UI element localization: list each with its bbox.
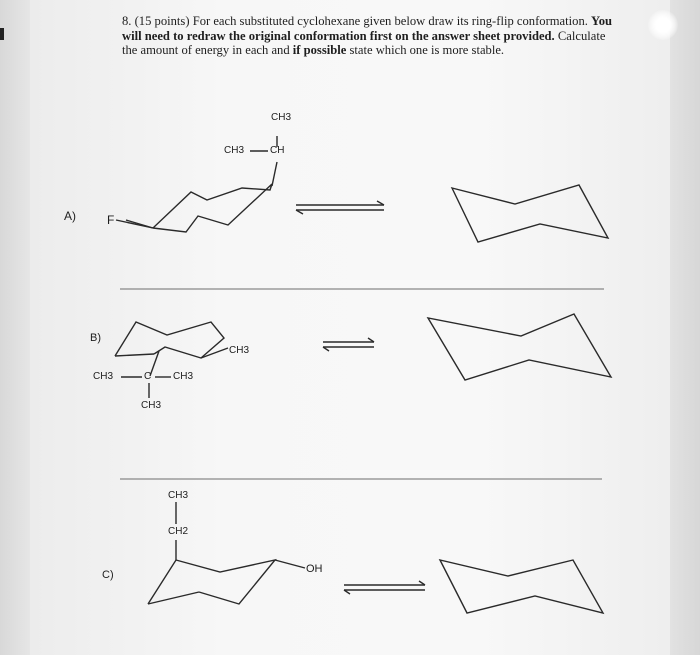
- question-stability-instruction: state which one is more stable.: [349, 43, 505, 57]
- part-b-chair: [115, 322, 224, 358]
- part-c-ch3: CH3: [168, 490, 189, 501]
- part-b-right-bond: [201, 348, 228, 358]
- part-b-ch3-bottom: CH3: [141, 400, 162, 411]
- question-bold-instruction: You will need to redraw the original conformation first on the answer sheet provided.: [122, 14, 613, 43]
- part-c-chair: [148, 560, 275, 604]
- question-instruction: For each substituted cyclohexane given below draw its ring-flip conformation.: [192, 14, 588, 28]
- part-a-ch3-top: CH3: [271, 112, 292, 123]
- part-c-oh: OH: [306, 563, 323, 575]
- question-if-possible: if possible: [292, 43, 347, 57]
- part-b-ch3-right-2: CH3: [173, 371, 194, 382]
- question-energy-instruction: Calculate the amount of energy in each and: [122, 28, 606, 57]
- part-c-ch2: CH2: [168, 526, 189, 537]
- part-a-chair: [126, 184, 272, 232]
- part-a-flip-chair: [452, 185, 608, 242]
- part-b-ch3-left: CH3: [93, 371, 114, 382]
- question-number: 8.: [122, 14, 132, 28]
- part-b-c: C: [144, 371, 152, 382]
- part-b-label: B): [90, 332, 101, 344]
- part-a-ch: CH: [270, 145, 285, 156]
- part-a-f-bond: [116, 220, 153, 228]
- part-a-ch3-left: CH3: [224, 145, 245, 156]
- part-a-label: A): [64, 209, 76, 223]
- part-a-top-bond: [272, 162, 277, 186]
- part-c-oh-bond: [275, 560, 305, 568]
- part-c-flip-chair: [440, 560, 603, 613]
- part-a-f-label: F: [107, 213, 115, 227]
- question-points: (15 points): [134, 14, 190, 28]
- part-b-flip-chair: [428, 314, 611, 380]
- part-c-label: C): [102, 569, 114, 581]
- part-b-ch3-right: CH3: [229, 345, 250, 356]
